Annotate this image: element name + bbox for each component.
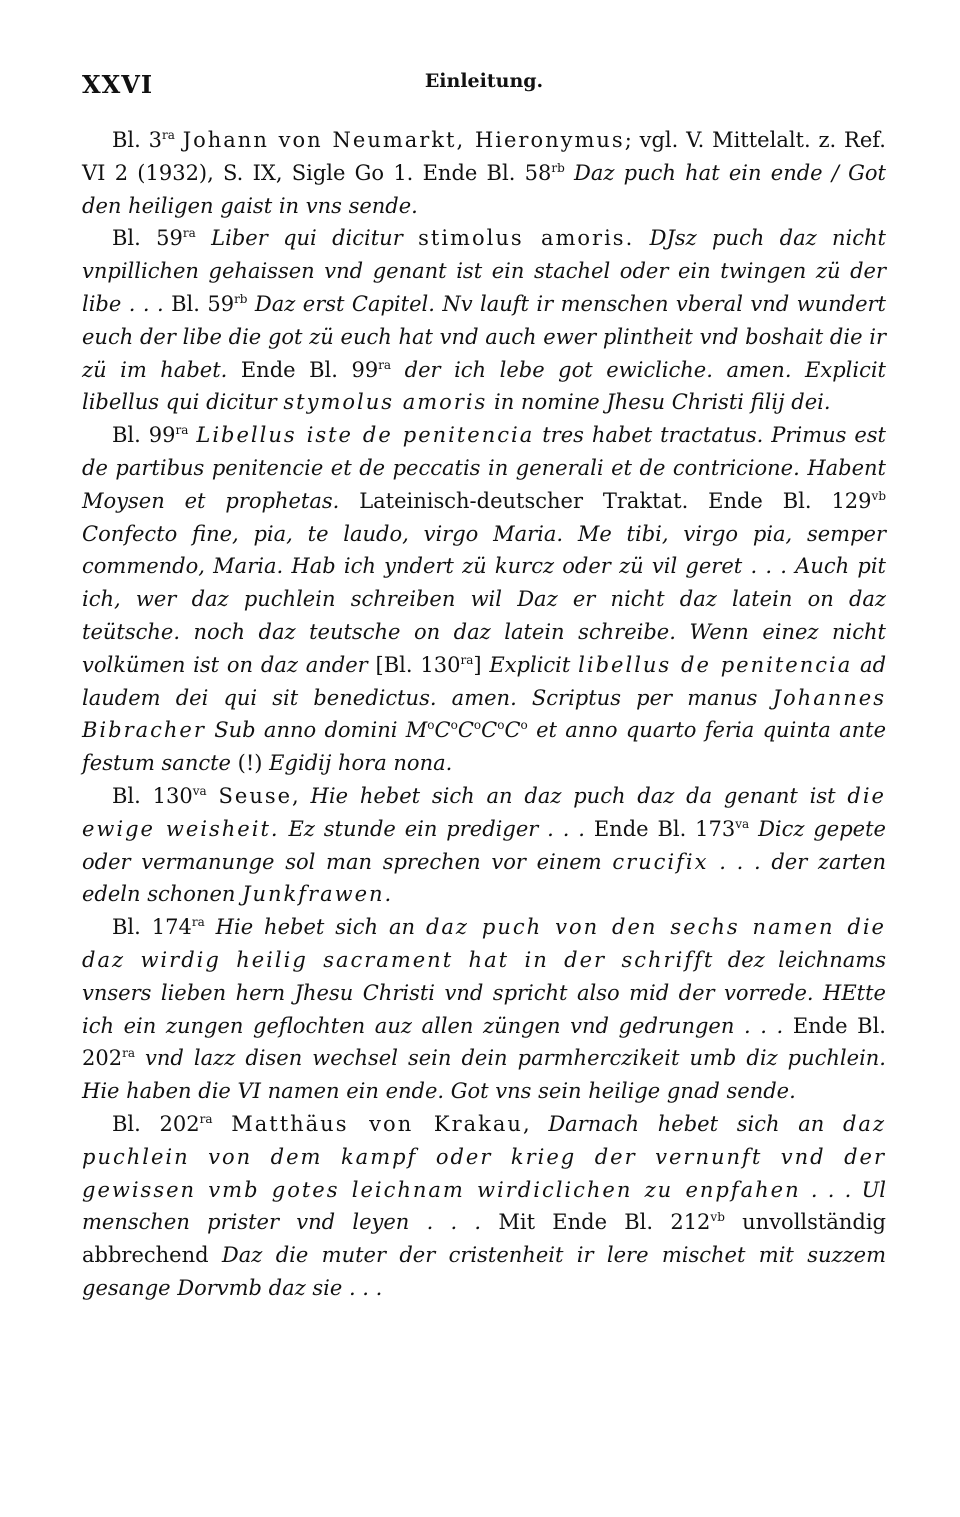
folio-superscript: o: [450, 718, 458, 733]
text-run: crucifix: [612, 849, 709, 874]
text-run: Confecto fine, pia, te laudo, virgo Maria. Me tibi, virgo pia, semper commendo, Maria. Hab ich yndert zü kurcz oder zü vil geret . . . Auch pit ich, wer daz puchlein schreiben wil Daz er nicht daz latein on daz teütsche. noch daz teutsche on daz latein schreibe. Wenn einez nicht volkümen ist on daz ander: [82, 521, 886, 677]
text-run: Daz puch hat ein ende / Got den heiligen gaist in vns sende.: [82, 160, 886, 218]
text-run: Junkfrawen.: [242, 882, 394, 907]
text-run: C: [481, 718, 498, 743]
text-run: [Bl. 130: [367, 652, 461, 677]
text-run: Johann von Neumarkt, Hieronymus: [182, 128, 625, 152]
text-run: Seuse: [218, 783, 293, 808]
folio-superscript: ra: [175, 423, 189, 438]
text-run: in nomine Jhesu Christi filij dei.: [487, 390, 831, 415]
text-run: et anno quarto feria quinta ante festum sancte: [82, 718, 886, 776]
text-run: Sub anno domini M: [205, 718, 428, 743]
text-run: Dicz gepete oder vermanunge sol man sprechen vor einem: [82, 816, 886, 874]
text-run: Ende Bl. 99: [227, 357, 379, 382]
text-run: tres habet tractatus. Primus est de partibus penitencie et de peccatis in generali et de contricione. Habent Moysen et prophetas.: [82, 423, 886, 513]
text-run: der ich lebe got ewicliche. amen. Explicit libellus qui dicitur: [82, 357, 886, 415]
text-run: Bl. 174: [112, 915, 192, 940]
text-run: Bl. 99: [112, 423, 176, 448]
text-run: (!): [230, 751, 270, 776]
folio-superscript: va: [735, 816, 750, 831]
text-run: stymolus amoris: [283, 390, 488, 415]
folio-superscript: ra: [122, 1046, 135, 1061]
text-run: Bl. 59: [163, 291, 235, 316]
text-run: [175, 128, 183, 152]
folio-superscript: ra: [460, 652, 474, 667]
text-run: ,: [292, 783, 311, 808]
page-number: XXVI: [82, 70, 154, 99]
text-run: Ende Bl. 202: [82, 1013, 886, 1071]
text-run: DJsz puch daz nicht vnpillichen gehaissen vnd genant ist ein stachel oder ein twingen zü der libe . . .: [82, 226, 886, 316]
text-run: C: [504, 718, 521, 743]
text-run: [196, 226, 211, 250]
folio-superscript: o: [427, 718, 435, 733]
entry-paragraph: [82, 780, 886, 911]
text-run: [207, 784, 219, 808]
text-run: Bl. 59: [112, 226, 183, 251]
text-run: Johannes Bibracher: [82, 685, 886, 743]
entry-paragraph: [82, 911, 886, 1108]
text-run: Explicit: [489, 652, 579, 677]
folio-superscript: o: [473, 718, 482, 733]
text-run: [391, 358, 405, 382]
folio-superscript: ra: [199, 1111, 213, 1126]
text-run: ; vgl. V. Mittelalt. z. Ref. VI 2 (1932), S. IX, Sigle Go 1. Ende Bl. 58: [82, 128, 886, 185]
manuscript-entries: [82, 124, 886, 1305]
text-run: Hie hebet sich an daz puch daz da genant ist: [310, 783, 848, 808]
folio-superscript: vb: [710, 1210, 725, 1225]
running-title: Einleitung.: [424, 70, 544, 92]
text-run: Bl. 130: [112, 783, 193, 808]
text-run: Ez stunde ein prediger . . .: [279, 816, 585, 841]
book-page: [82, 70, 886, 1305]
text-run: Daz die muter der cristenheit ir lere mischet mit suzzem gesange Dorvmb daz sie . . .: [82, 1243, 886, 1300]
folio-superscript: ra: [162, 128, 175, 142]
text-run: Ende Bl. 173: [584, 816, 736, 841]
text-run: [247, 292, 254, 316]
folio-superscript: vb: [871, 488, 887, 503]
text-run: die ewige weisheit.: [82, 783, 886, 841]
text-run: [565, 161, 574, 185]
text-run: libellus de penitencia: [578, 652, 853, 677]
folio-superscript: ra: [191, 915, 205, 930]
text-run: [213, 1112, 232, 1136]
text-run: Mit Ende Bl. 212: [481, 1210, 711, 1235]
folio-superscript: o: [497, 718, 505, 733]
text-run: daz puch von den sechs namen die daz wirdig heilig sacrament hat in der schrifft: [82, 915, 886, 972]
text-run: dez leichnams vnsers lieben hern Jhesu Christi vnd spricht also mid der vorrede. HEtte ich ein zungen geflochten auz allen züngen vnd gedrungen . . .: [82, 947, 886, 1038]
folio-superscript: rb: [551, 160, 565, 175]
text-run: ad laudem dei qui sit benedictus. amen. Scriptus per manus: [82, 652, 887, 710]
text-run: Bl. 3: [112, 128, 162, 152]
entry-paragraph: [82, 419, 886, 780]
text-run: [205, 915, 216, 939]
text-run: Darnach hebet sich an: [548, 1111, 843, 1136]
text-run: Liber qui dicitur: [211, 226, 419, 251]
folio-superscript: o: [520, 718, 528, 733]
text-run: Daz erst Capitel. Nv lauft ir menschen vberal vnd wundert euch der libe die got zü euch hat vnd auch ewer plintheit vnd boshait die ir zü im habet.: [82, 291, 886, 382]
text-run: [135, 1046, 145, 1070]
text-run: Egidij hora nona.: [269, 751, 453, 776]
text-run: Matthäus von Krakau: [231, 1111, 523, 1136]
folio-superscript: va: [192, 783, 207, 798]
folio-superscript: ra: [182, 226, 196, 241]
text-run: unvollständig abbrechend: [82, 1210, 886, 1268]
text-run: [634, 226, 649, 250]
entry-paragraph: [82, 124, 886, 222]
text-run: ,: [522, 1111, 549, 1136]
text-run: C: [457, 718, 474, 743]
entry-paragraph: [82, 222, 886, 419]
text-run: daz puchlein von dem kampf oder krieg der vernunft vnd der gewissen vmb gotes leichnam wirdiclichen zu enpfahen: [82, 1111, 887, 1202]
text-run: Bl. 202: [112, 1111, 200, 1136]
text-run: Libellus iste de penitencia: [196, 423, 535, 448]
text-run: vnd lazz disen wechsel sein dein parmherczikeit umb diz puchlein. Hie haben die VI namen ein ende. Got vns sein heilige gnad sende.: [82, 1046, 886, 1104]
text-run: . . . Ul menschen prister vnd leyen . . .: [82, 1177, 886, 1235]
text-run: Lateinisch-deutscher Traktat. Ende Bl. 129: [339, 488, 872, 513]
folio-superscript: ra: [378, 357, 392, 372]
text-run: Hie hebet sich an: [215, 915, 426, 940]
text-run: ]: [473, 652, 490, 677]
folio-superscript: rb: [234, 291, 248, 306]
text-run: [749, 817, 758, 841]
text-run: . . . der zarten edeln schonen: [82, 849, 887, 907]
text-run: C: [434, 718, 451, 743]
entry-paragraph: [82, 1108, 886, 1305]
page-header: [82, 70, 886, 106]
text-run: stimolus amoris.: [418, 226, 635, 251]
